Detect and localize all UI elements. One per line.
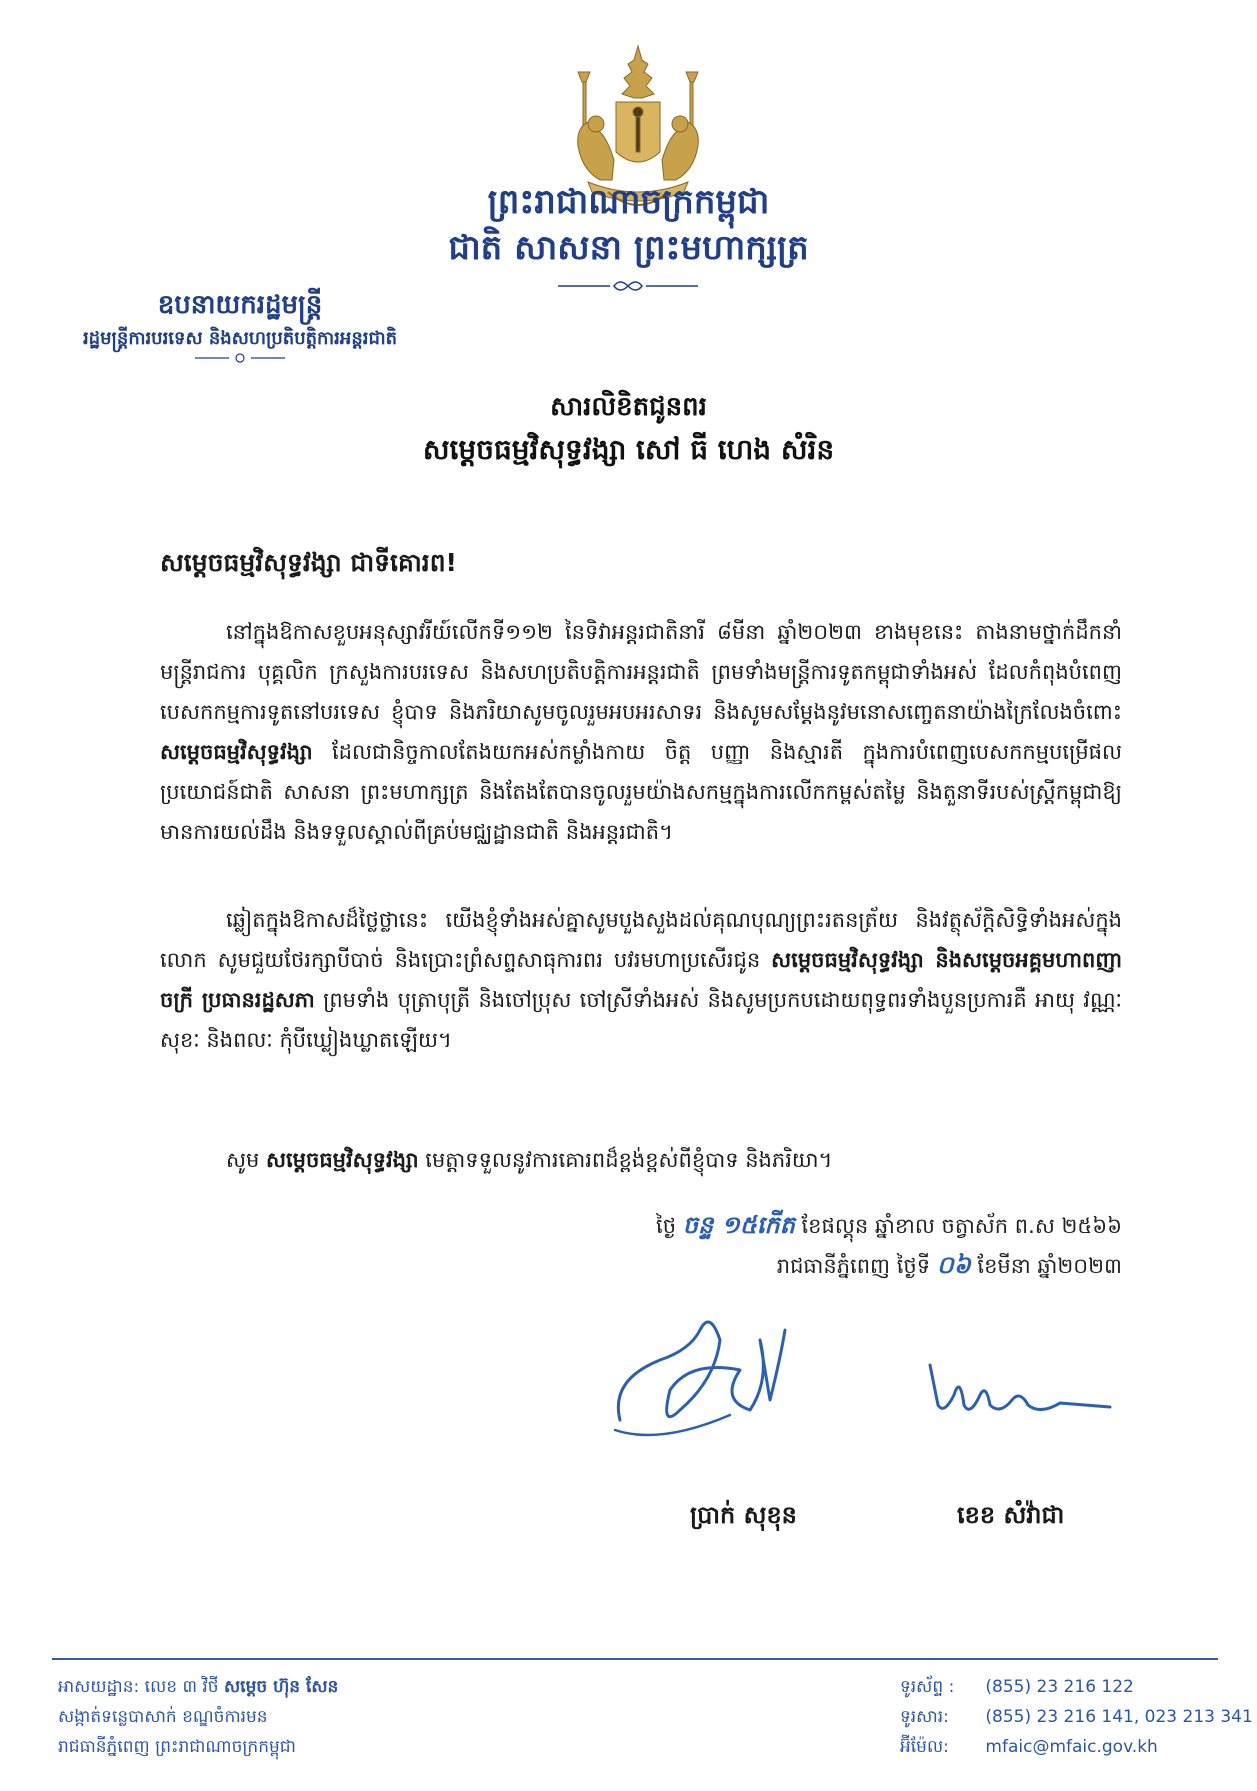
phone-label: ទូរស័ព្ទ : — [900, 1677, 955, 1697]
address-label: អាសយដ្ឋាន: — [58, 1677, 140, 1697]
footer-address — [58, 1672, 338, 1762]
signature-right — [920, 1355, 1120, 1429]
closing-line — [160, 1147, 1122, 1178]
closing-bold: សម្តេចធម្មវិសុទ្ធវង្សា — [266, 1148, 419, 1172]
phone-number: (855) 23 216 122 — [985, 1677, 1134, 1697]
closing-post: មេត្តាទទួលនូវការគោរពដ៏ខ្ពង់ខ្ពស់ពីខ្ញុំបាទ និងភរិយា។ — [425, 1148, 833, 1172]
signatory-left-name: ប្រាក់ សុខុន — [690, 1501, 797, 1529]
header-ornament — [558, 278, 698, 294]
fax-label: ទូរសារ: — [900, 1707, 949, 1727]
paragraph-2-rest: ព្រមទាំង បុត្រាបុត្រី និងចៅប្រុស ចៅស្រីទាំងអស់ និងសូមប្រកបដោយពុទ្ធពរទាំងបួនប្រការគឺ អាយុ វណ្ណៈ សុខៈ និងពលៈ កុំបីឃ្លៀងឃ្លាតឡើយ។ — [160, 988, 1122, 1052]
address-line3: រាជធានីភ្នំពេញ ព្រះរាជាណាចក្រកម្ពុជា — [58, 1737, 296, 1757]
lunar-date-handwritten: ចន្ទ ១៥កើត — [682, 1211, 795, 1239]
lunar-date-post: ខែផល្គុន ឆ្នាំខាល ចត្វាស័ក ព.ស ២៥៦៦ — [801, 1214, 1122, 1238]
email-address[interactable]: mfaic@mfaic.gov.kh — [985, 1737, 1158, 1757]
ministry-ornament — [195, 352, 285, 364]
paragraph-1-text: នៅក្នុងឱកាសខួបអនុស្សាវរីយ៍លើកទី១១២ នៃទិវាអន្តរជាតិនារី ៨មីនា ឆ្នាំ២០២៣ ខាងមុខនេះ តាងនាមថ្នាក់ដឹកនាំ មន្ត្រីរាជការ បុគ្គលិក ក្រសួងការបរទេស និងសហប្រតិបត្តិការអន្តរជាតិ ព្រមទាំងមន្ត្រីការទូតកម្ពុជាទាំងអស់ ដែលកំពុងបំពេញបេសកកម្មការទូតនៅបរទេស ខ្ញុំបាទ និងភរិយាសូមចូលរួមអបអរសាទរ និងសូមសម្តែងនូវមនោសញ្ចេតនាយ៉ាងក្រៃលែងចំពោះ — [160, 620, 1122, 724]
letter-title: សារលិខិតជូនពរ — [550, 392, 707, 422]
address-line2: សង្កាត់ទន្លេបាសាក់ ខណ្ឌចំការមន — [58, 1707, 268, 1727]
solar-date-handwritten: ០៦ — [936, 1251, 971, 1279]
fax-number: (855) 23 216 141, 023 213 341 — [985, 1707, 1253, 1727]
solar-date — [777, 1250, 1122, 1285]
office-title: ឧបនាយករដ្ឋមន្ត្រី — [157, 290, 323, 320]
email-label: អ៊ីម៉ែល: — [900, 1737, 949, 1757]
signature-left — [600, 1300, 800, 1454]
lunar-date — [656, 1210, 1122, 1245]
paragraph-1-bold: សម្តេចធម្មវិសុទ្ធវង្សា — [160, 740, 313, 764]
paragraph-2-text: ឆ្លៀតក្នុងឱកាសដ៏ថ្លៃថ្លានេះ យើងខ្ញុំទាំងអស់គ្នាសូមបួងសួងដល់គុណបុណ្យព្រះរតនត្រ័យ និងវត្ថុស័ក្តិសិទ្ធិទាំងអស់ក្នុងលោក សូមជួយថែរក្សាបីបាច់ និងប្រោះព្រំសព្ទសាធុការពរ បវរមហាប្រសើរជូន — [160, 908, 1122, 972]
address-street: សម្តេច ហ៊ុន សែន — [223, 1677, 339, 1697]
lunar-date-pre: ថ្ងៃ — [656, 1214, 677, 1238]
signatory-right-name: ខេខ សំវ៉ាជា — [957, 1501, 1065, 1529]
footer-contact — [900, 1672, 1253, 1762]
paragraph-2-bold: សម្តេចធម្មវិសុទ្ធវង្សា និងសម្តេចអគ្គមហាពញាចក្រី ប្រធានរដ្ឋសភា — [160, 948, 1123, 1012]
letter-recipient: សម្តេចធម្មវិសុទ្ធវង្សា សៅ ធី ហេង សំរិន — [422, 433, 835, 466]
kingdom-name: ព្រះរាជាណាចក្រកម្ពុជា — [487, 182, 770, 222]
solar-date-pre: រាជធានីភ្នំពេញ ថ្ងៃទី — [776, 1254, 931, 1278]
closing-pre: សូម — [226, 1148, 260, 1172]
solar-date-post: ខែមីនា ឆ្នាំ២០២៣ — [977, 1254, 1122, 1278]
paragraph-1-rest: ដែលជានិច្ចកាលតែងយកអស់កម្លាំងកាយ ចិត្ត បញ្ញា និងស្មារតី ក្នុងការបំពេញបេសកកម្មបម្រើផលប្រយោជន៍ជាតិ សាសនា ព្រះមហាក្សត្រ និងតែងតែបានចូលរួមយ៉ាងសកម្មក្នុងការលើកកម្ពស់តម្លៃ និងតួនាទីរបស់ស្ត្រីកម្ពុជាឱ្យមានការយល់ដឹង និងទទួលស្គាល់ពីគ្រប់មជ្ឈដ្ឋានជាតិ និងអន្តរជាតិ។ — [160, 740, 1122, 844]
ministry-title: រដ្ឋមន្ត្រីការបរទេស និងសហប្រតិបត្តិការអន្តរជាតិ — [82, 328, 398, 349]
salutation: សម្តេចធម្មវិសុទ្ធវង្សា ជាទីគោរព! — [160, 548, 457, 577]
national-motto: ជាតិ សាសនា ព្រះមហាក្សត្រ — [448, 228, 809, 268]
paragraph-1 — [160, 612, 1122, 852]
paragraph-2 — [160, 900, 1122, 1060]
address-line1: លេខ ៣ វិថី — [144, 1677, 219, 1697]
footer-divider — [52, 1658, 1218, 1660]
